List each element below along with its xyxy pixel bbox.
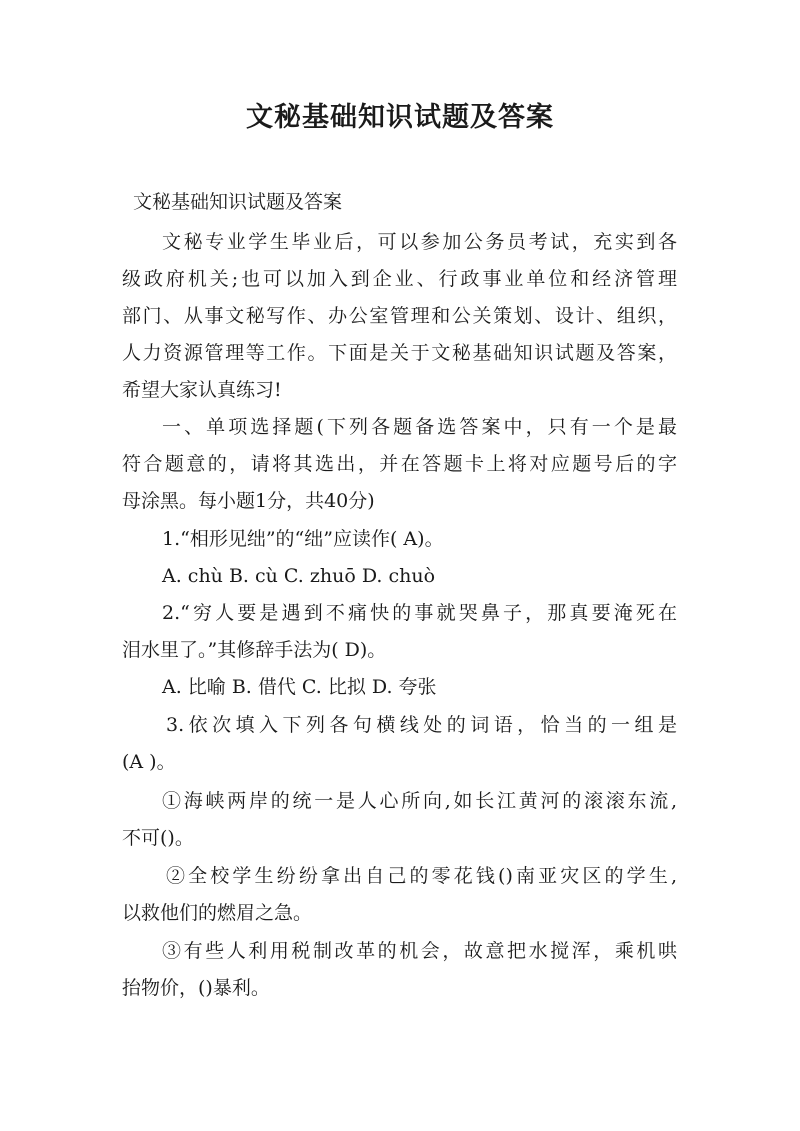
q2-options: A. 比喻 B. 借代 C. 比拟 D. 夸张 — [162, 676, 437, 698]
q3-question-line-2: (A )。 — [122, 751, 176, 773]
intro-line-2: 级政府机关;也可以加入到企业、行政事业单位和经济管理 — [122, 268, 677, 290]
q2-question-line-1: 2.“穷人要是遇到不痛快的事就哭鼻子，那真要淹死在 — [162, 602, 677, 624]
q3-item1-line-1: ①海峡两岸的统一是人心所向,如长江黄河的滚滚东流, — [162, 790, 677, 812]
q3-item2-line-1: ②全校学生纷纷拿出自己的零花钱()南亚灾区的学生, — [166, 865, 677, 887]
q3-item3-line-2: 抬物价，()暴利。 — [122, 977, 270, 999]
section1-line-1: 一、单项选择题(下列各题备选答案中，只有一个是最 — [162, 416, 677, 438]
q3-item2-line-2: 以救他们的燃眉之急。 — [122, 902, 313, 924]
intro-line-4: 人力资源管理等工作。下面是关于文秘基础知识试题及答案， — [122, 342, 677, 364]
q2-question-line-2: 泪水里了。”其修辞手法为( D)。 — [122, 639, 387, 661]
subtitle: 文秘基础知识试题及答案 — [133, 191, 343, 213]
q3-item3-line-1: ③有些人利用税制改革的机会，故意把水搅浑，乘机哄 — [162, 940, 677, 962]
q3-question-line-1: 3.依次填入下列各句横线处的词语，恰当的一组是 — [166, 714, 677, 736]
intro-line-5: 希望大家认真练习! — [122, 379, 282, 401]
q1-options: A. chù B. cù C. zhuō D. chuò — [162, 565, 436, 587]
q1-question: 1.“相形见绌”的“绌”应读作( A)。 — [162, 528, 444, 550]
intro-line-1: 文秘专业学生毕业后，可以参加公务员考试，充实到各 — [162, 231, 677, 253]
intro-line-3: 部门、从事文秘写作、办公室管理和公关策划、设计、组织， — [122, 305, 677, 327]
section1-line-2: 符合题意的，请将其选出，并在答题卡上将对应题号后的字 — [122, 453, 677, 475]
document-title: 文秘基础知识试题及答案 — [246, 102, 554, 133]
q3-item1-line-2: 不可()。 — [122, 827, 194, 849]
section1-line-3: 母涂黑。每小题1分，共40分) — [122, 490, 375, 512]
